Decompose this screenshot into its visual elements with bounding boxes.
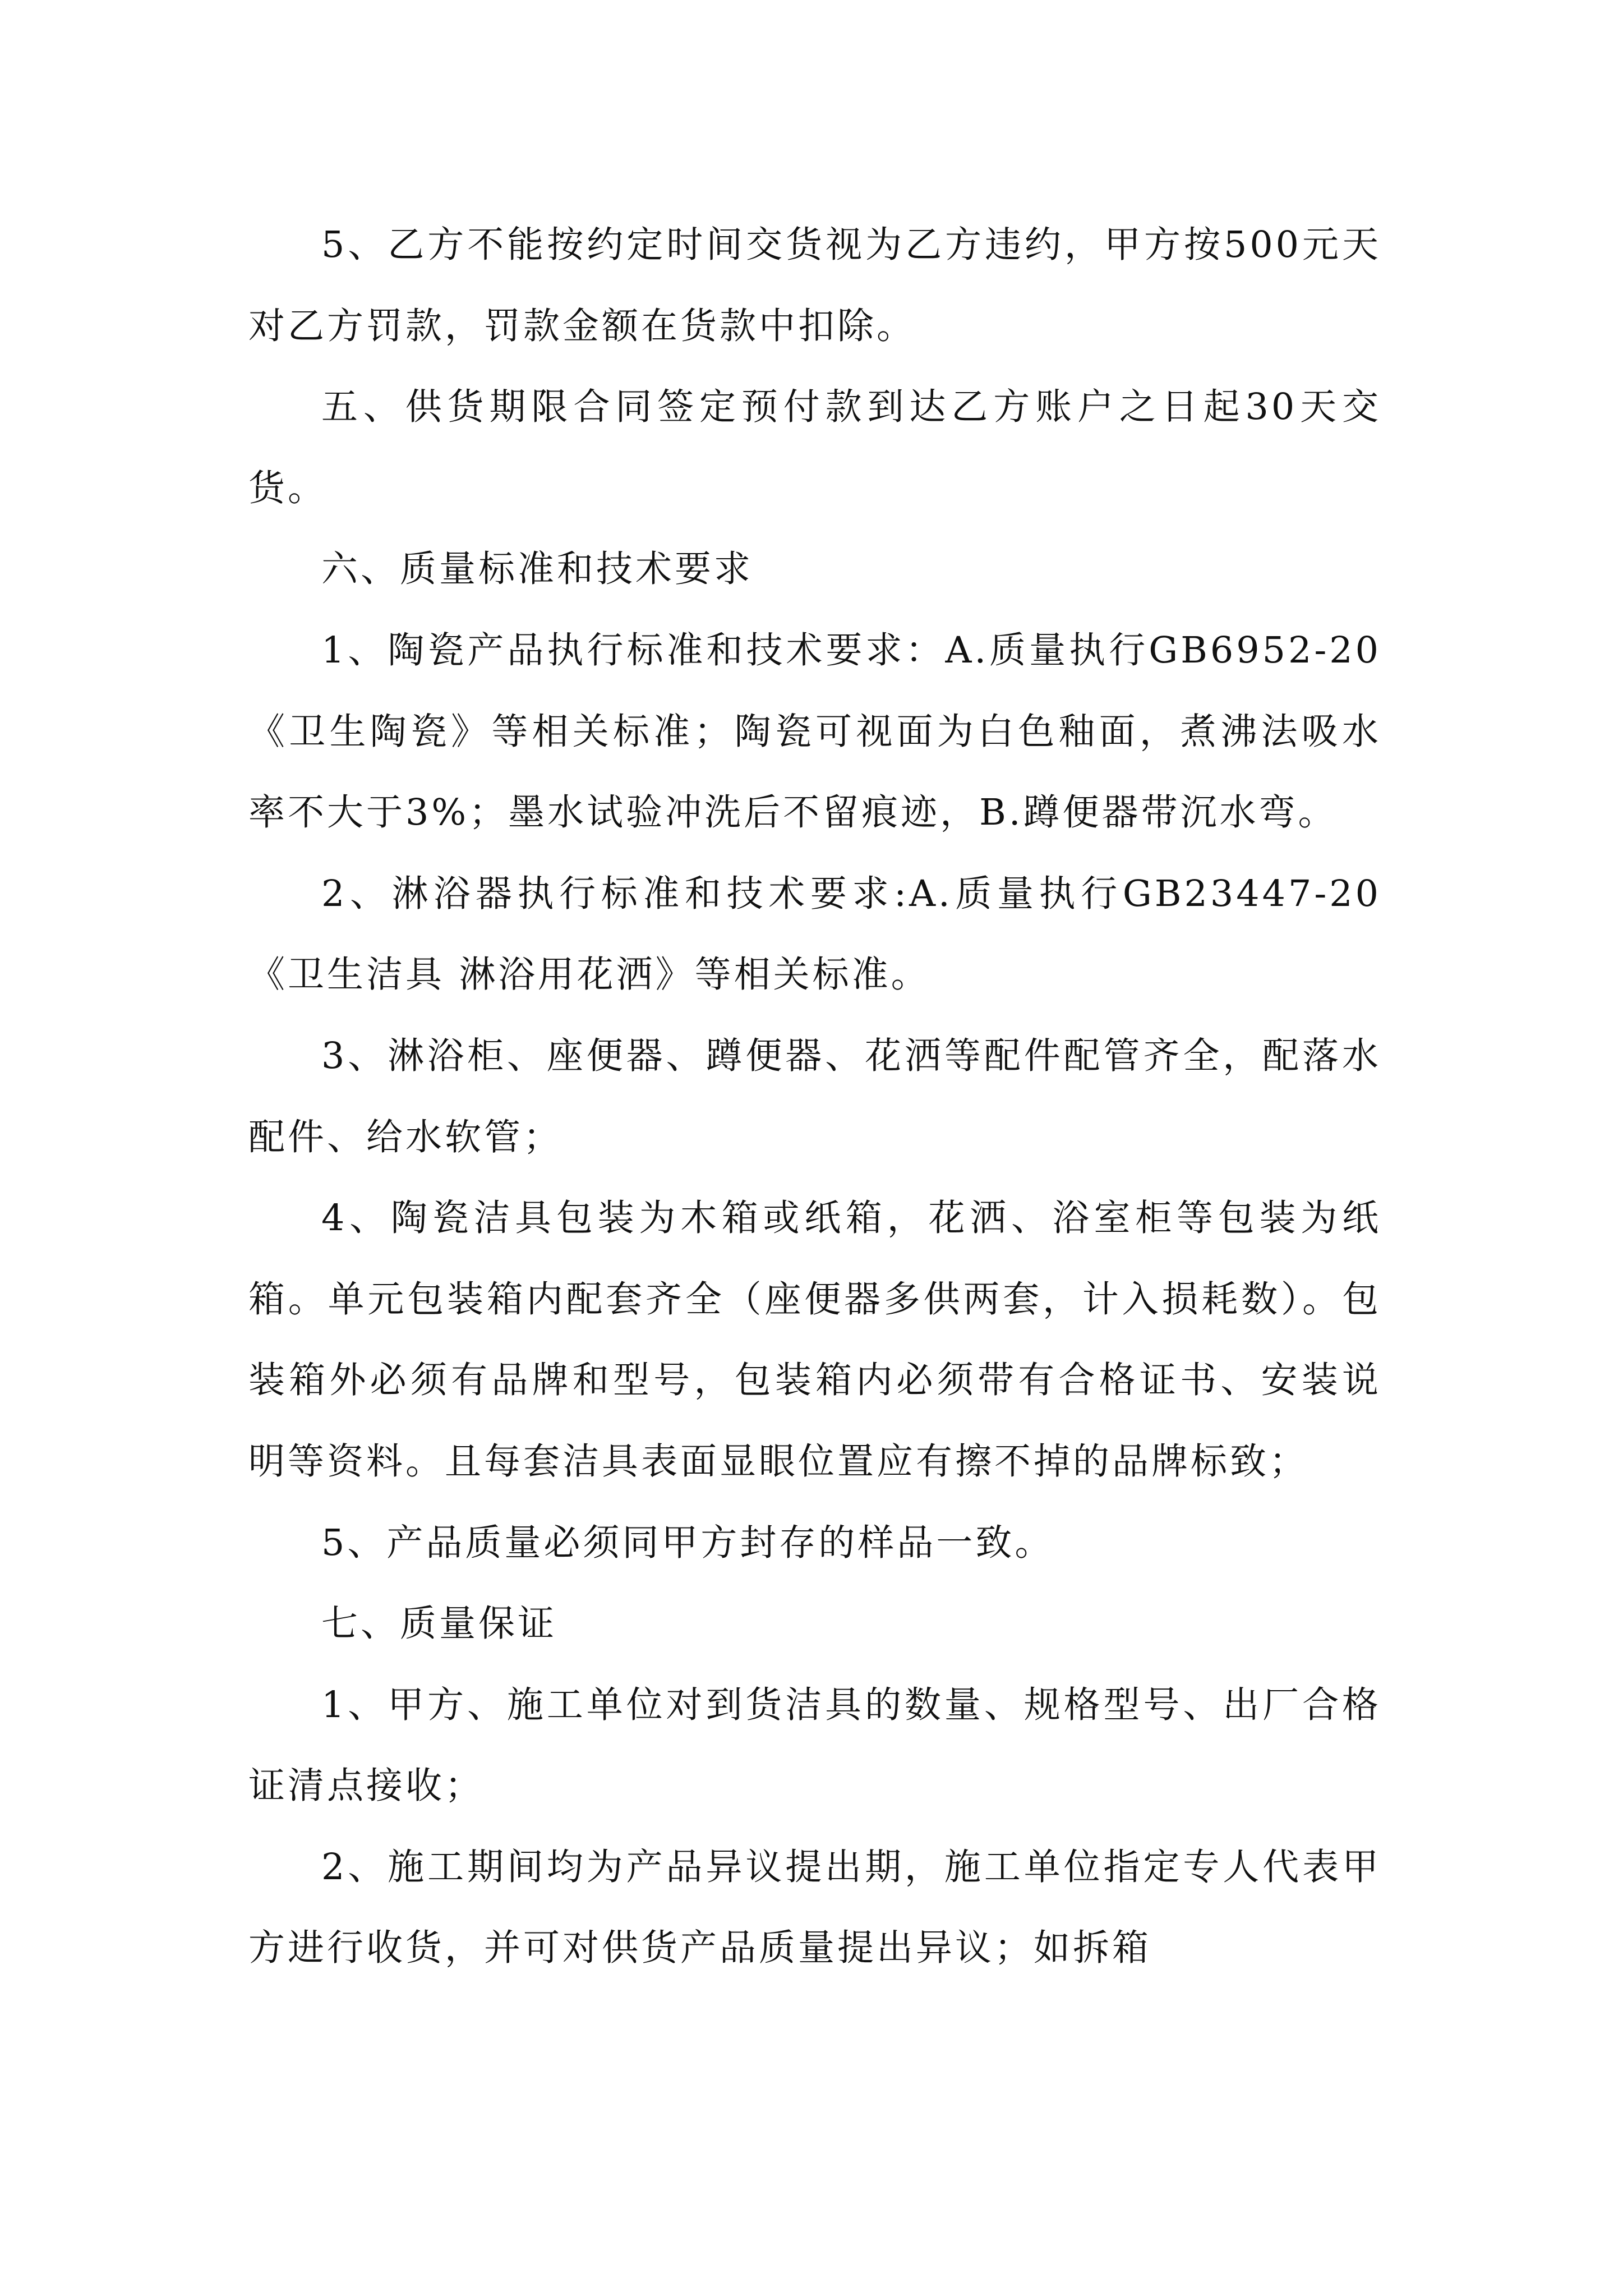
clause-5-sample-consistency: 5、产品质量必须同甲方封存的样品一致。 xyxy=(321,1521,1054,1564)
section-6-heading: 六、质量标准和技术要求 xyxy=(321,548,754,591)
clause-3-accessories: 3、淋浴柜、座便器、蹲便器、花洒等配件配管齐全，配落水配件、给水软管； xyxy=(248,1034,1381,1158)
section-7-heading: 七、质量保证 xyxy=(321,1603,557,1645)
section-5-delivery-period: 五、供货期限合同签定预付款到达乙方账户之日起30天交货。 xyxy=(248,386,1381,509)
document-body xyxy=(248,205,1381,1989)
clause-1-receiving-inspection: 1、甲方、施工单位对到货洁具的数量、规格型号、出厂合格证清点接收； xyxy=(248,1683,1381,1807)
clause-5-late-delivery-penalty: 5、乙方不能按约定时间交货视为乙方违约，甲方按500元天对乙方罚款，罚款金额在货款中扣除。 xyxy=(248,224,1381,347)
clause-2-shower-standards: 2、淋浴器执行标准和技术要求:A.质量执行GB23447-20《卫生洁具 淋浴用花洒》等相关标准。 xyxy=(248,872,1381,996)
clause-1-ceramic-standards: 1、陶瓷产品执行标准和技术要求：A.质量执行GB6952-20《卫生陶瓷》等相关标准；陶瓷可视面为白色釉面，煮沸法吸水率不大于3%；墨水试验冲洗后不留痕迹，B.蹲便器带沉水弯。 xyxy=(248,629,1381,834)
clause-4-packaging: 4、陶瓷洁具包装为木箱或纸箱，花洒、浴室柜等包装为纸箱。单元包装箱内配套齐全（座便器多供两套，计入损耗数）。包装箱外必须有品牌和型号，包装箱内必须带有合格证书、安装说明等资料。且每套洁具表面显眼位置应有擦不掉的品牌标致； xyxy=(248,1197,1381,1483)
clause-2-objection-period: 2、施工期间均为产品异议提出期，施工单位指定专人代表甲方进行收货，并可对供货产品质量提出异议；如拆箱 xyxy=(248,1846,1381,1970)
